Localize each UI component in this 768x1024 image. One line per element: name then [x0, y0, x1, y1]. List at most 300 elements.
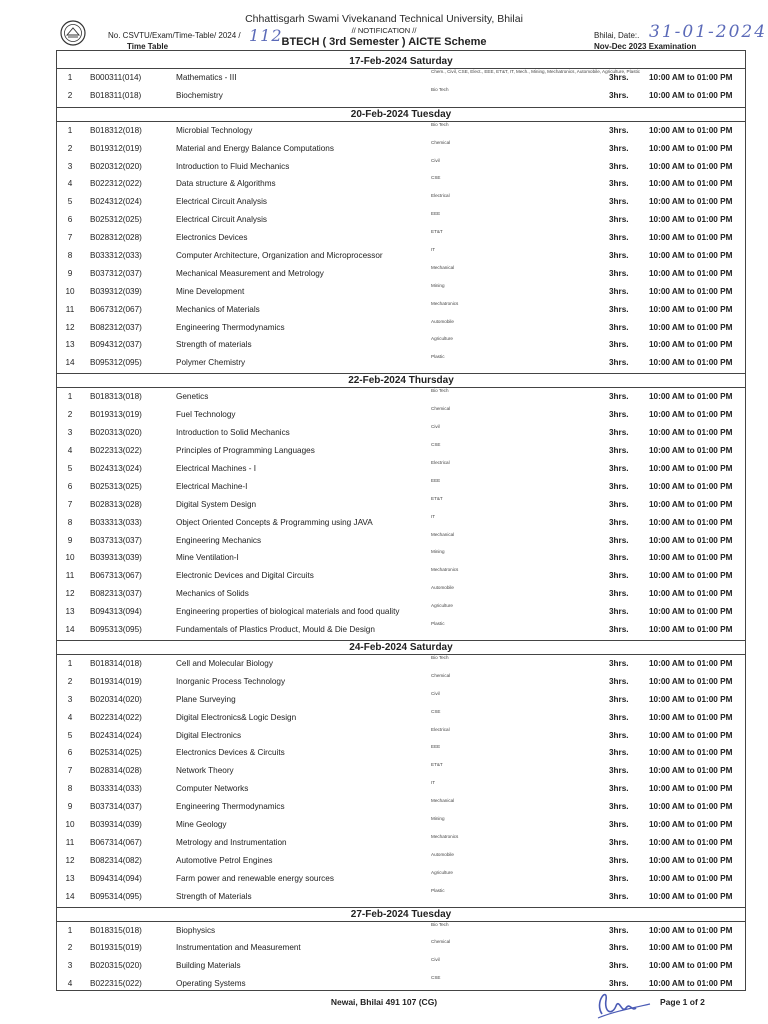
- subject-name: Electronics Devices: [176, 233, 248, 243]
- table-row: [57, 496, 745, 514]
- duration: 3hrs.: [609, 499, 629, 509]
- table-row: [57, 193, 745, 211]
- branch-name: Mining: [431, 816, 445, 822]
- duration: 3hrs.: [609, 73, 629, 82]
- duration: 3hrs.: [609, 125, 629, 135]
- subject-code: B019314(019): [90, 676, 142, 686]
- subject-code: B020315(020): [90, 961, 142, 971]
- subject-code: B028314(028): [90, 766, 142, 776]
- table-row: [57, 709, 745, 727]
- duration: 3hrs.: [609, 215, 629, 225]
- branch-name: Chem., Civil, CSE, Elect., EEE, ET&T, IT, Mech., Mining, Mechatronics, Automobile, Agriculture, Plastic: [431, 69, 641, 74]
- serial-number: 12: [65, 322, 75, 332]
- exam-time: 10:00 AM to 01:00 PM: [649, 358, 733, 368]
- subject-name: Mechanics of Materials: [176, 304, 260, 314]
- subject-code: B020314(020): [90, 694, 142, 704]
- exam-time: 10:00 AM to 01:00 PM: [649, 517, 733, 527]
- subject-code: B025314(025): [90, 748, 142, 758]
- serial-number: 3: [67, 961, 73, 971]
- exam-time: 10:00 AM to 01:00 PM: [649, 784, 733, 794]
- exam-time: 10:00 AM to 01:00 PM: [649, 161, 733, 171]
- exam-time: 10:00 AM to 01:00 PM: [649, 712, 733, 722]
- subject-name: Inorganic Process Technology: [176, 676, 286, 686]
- duration: 3hrs.: [609, 428, 629, 438]
- subject-code: B033312(033): [90, 251, 142, 261]
- subject-name: Electrical Machines - I: [176, 463, 257, 473]
- duration: 3hrs.: [609, 286, 629, 296]
- subject-name: Strength of materials: [176, 340, 252, 350]
- table-row: [57, 922, 745, 940]
- branch-name: CSE: [431, 975, 441, 981]
- exam-time: 10:00 AM to 01:00 PM: [649, 251, 733, 261]
- subject-name: Introduction to Fluid Mechanics: [176, 161, 290, 171]
- serial-number: 5: [67, 197, 73, 207]
- subject-code: B037314(037): [90, 802, 142, 812]
- subject-code: B028313(028): [90, 499, 142, 509]
- subject-name: Engineering Thermodynamics: [176, 802, 285, 812]
- subject-name: Digital System Design: [176, 499, 257, 509]
- branch-name: Mechanical: [431, 531, 455, 537]
- branch-name: Chemical: [431, 139, 451, 145]
- duration: 3hrs.: [609, 553, 629, 563]
- exam-date-heading: 22-Feb-2024 Thursday: [57, 374, 745, 388]
- exam-time: 10:00 AM to 01:00 PM: [649, 873, 733, 883]
- branch-name: Plastic: [431, 887, 445, 893]
- subject-code: B067314(067): [90, 837, 142, 847]
- exam-time: 10:00 AM to 01:00 PM: [649, 607, 733, 617]
- table-row: [57, 816, 745, 834]
- subject-name: Engineering Mechanics: [176, 535, 262, 545]
- notification-label: // NOTIFICATION //: [351, 26, 417, 35]
- subject-code: B067312(067): [90, 304, 142, 314]
- subject-name: Automotive Petrol Engines: [176, 855, 273, 865]
- serial-number: 9: [67, 802, 73, 812]
- exam-time: 10:00 AM to 01:00 PM: [649, 410, 733, 420]
- table-row: [57, 478, 745, 496]
- page-number: Page 1 of 2: [660, 997, 705, 1007]
- table-row: [57, 939, 745, 957]
- duration: 3hrs.: [609, 694, 629, 704]
- subject-code: B025313(025): [90, 481, 142, 491]
- duration: 3hrs.: [609, 766, 629, 776]
- exam-time: 10:00 AM to 01:00 PM: [649, 925, 733, 935]
- duration: 3hrs.: [609, 446, 629, 456]
- branch-name: IT: [431, 513, 436, 519]
- subject-code: B019315(019): [90, 943, 142, 953]
- duration: 3hrs.: [609, 607, 629, 617]
- duration: 3hrs.: [609, 358, 629, 368]
- exam-day-section: [57, 640, 745, 905]
- serial-number: 14: [65, 624, 75, 634]
- subject-name: Fuel Technology: [176, 410, 236, 420]
- subject-code: B022315(022): [90, 979, 142, 989]
- subject-code: B020312(020): [90, 161, 142, 171]
- exam-time: 10:00 AM to 01:00 PM: [649, 748, 733, 758]
- table-row: [57, 424, 745, 442]
- subject-code: B082312(037): [90, 322, 142, 332]
- subject-code: B020313(020): [90, 428, 142, 438]
- subject-code: B039312(039): [90, 286, 142, 296]
- subject-code: B082313(037): [90, 589, 142, 599]
- serial-number: 5: [67, 730, 73, 740]
- table-row: [57, 319, 745, 337]
- serial-number: 1: [67, 659, 73, 668]
- exam-time: 10:00 AM to 01:00 PM: [649, 499, 733, 509]
- subject-code: B028312(028): [90, 233, 142, 243]
- subject-name: Electrical Machine-I: [176, 481, 248, 491]
- serial-number: 14: [65, 891, 75, 901]
- exam-date-heading: 17-Feb-2024 Saturday: [57, 55, 745, 69]
- exam-time: 10:00 AM to 01:00 PM: [649, 979, 733, 989]
- subject-name: Biophysics: [176, 925, 216, 935]
- table-row: [57, 140, 745, 158]
- subject-name: Computer Networks: [176, 784, 249, 794]
- table-row: [57, 834, 745, 852]
- branch-name: Plastic: [431, 354, 445, 360]
- subject-name: Principles of Programming Languages: [176, 446, 315, 456]
- duration: 3hrs.: [609, 873, 629, 883]
- subject-name: Mine Ventilation-I: [176, 553, 239, 563]
- subject-code: B095313(095): [90, 624, 142, 634]
- subject-name: Microbial Technology: [176, 125, 253, 135]
- subject-code: B019312(019): [90, 143, 142, 153]
- duration: 3hrs.: [609, 855, 629, 865]
- exam-time: 10:00 AM to 01:00 PM: [649, 179, 733, 189]
- serial-number: 1: [67, 925, 73, 935]
- exam-time: 10:00 AM to 01:00 PM: [649, 90, 733, 100]
- exam-time: 10:00 AM to 01:00 PM: [649, 802, 733, 812]
- duration: 3hrs.: [609, 251, 629, 261]
- branch-name: Mining: [431, 282, 445, 288]
- document-title: BTECH ( 3rd Semester ) AICTE Scheme: [281, 36, 487, 48]
- subject-name: Introduction to Solid Mechanics: [176, 428, 290, 438]
- duration: 3hrs.: [609, 410, 629, 420]
- subject-name: Polymer Chemistry: [176, 358, 246, 368]
- table-row: [57, 442, 745, 460]
- serial-number: 1: [67, 73, 73, 82]
- branch-name: Electrical: [431, 459, 450, 465]
- exam-time: 10:00 AM to 01:00 PM: [649, 676, 733, 686]
- subject-name: Metrology and Instrumentation: [176, 837, 287, 847]
- serial-number: 13: [65, 607, 75, 617]
- signature-icon: [592, 978, 654, 1024]
- branch-name: Electrical: [431, 726, 450, 732]
- duration: 3hrs.: [609, 340, 629, 350]
- subject-code: B024313(024): [90, 463, 142, 473]
- table-row: [57, 957, 745, 975]
- subject-name: Object Oriented Concepts & Programming using JAVA: [176, 517, 373, 527]
- serial-number: 2: [67, 943, 73, 953]
- serial-number: 12: [65, 855, 75, 865]
- serial-number: 6: [67, 748, 73, 758]
- table-row: [57, 762, 745, 780]
- table-row: [57, 603, 745, 621]
- duration: 3hrs.: [609, 463, 629, 473]
- duration: 3hrs.: [609, 943, 629, 953]
- duration: 3hrs.: [609, 535, 629, 545]
- subject-name: Cell and Molecular Biology: [176, 659, 273, 668]
- subject-code: B033313(033): [90, 517, 142, 527]
- branch-name: Automobile: [431, 585, 454, 591]
- table-row: [57, 888, 745, 906]
- duration: 3hrs.: [609, 571, 629, 581]
- duration: 3hrs.: [609, 624, 629, 634]
- duration: 3hrs.: [609, 979, 629, 989]
- duration: 3hrs.: [609, 179, 629, 189]
- exam-time: 10:00 AM to 01:00 PM: [649, 215, 733, 225]
- exam-time: 10:00 AM to 01:00 PM: [649, 125, 733, 135]
- subject-name: Genetics: [176, 392, 209, 402]
- exam-time: 10:00 AM to 01:00 PM: [649, 659, 733, 668]
- serial-number: 7: [67, 766, 73, 776]
- subject-code: B018315(018): [90, 925, 142, 935]
- subject-code: B094314(094): [90, 873, 142, 883]
- branch-name: Agriculture: [431, 869, 453, 875]
- exam-time: 10:00 AM to 01:00 PM: [649, 891, 733, 901]
- subject-name: Building Materials: [176, 961, 241, 971]
- subject-name: Biochemistry: [176, 90, 223, 100]
- branch-name: ET&T: [431, 762, 443, 768]
- branch-name: EEE: [431, 211, 441, 217]
- date-label: Bhilai, Date:.: [594, 31, 640, 40]
- subject-code: B022314(022): [90, 712, 142, 722]
- duration: 3hrs.: [609, 90, 629, 100]
- duration: 3hrs.: [609, 784, 629, 794]
- branch-name: Bio Tech: [431, 121, 449, 127]
- branch-name: Mechatronics: [431, 300, 459, 306]
- table-row: [57, 175, 745, 193]
- exam-time: 10:00 AM to 01:00 PM: [649, 143, 733, 153]
- subject-name: Digital Electronics& Logic Design: [176, 712, 297, 722]
- table-row: [57, 780, 745, 798]
- serial-number: 3: [67, 161, 73, 171]
- duration: 3hrs.: [609, 961, 629, 971]
- exam-time: 10:00 AM to 01:00 PM: [649, 304, 733, 314]
- branch-name: IT: [431, 247, 436, 253]
- serial-number: 11: [65, 571, 75, 581]
- branch-name: Mechanical: [431, 798, 455, 804]
- exam-time: 10:00 AM to 01:00 PM: [649, 624, 733, 634]
- serial-number: 7: [67, 499, 73, 509]
- table-row: [57, 870, 745, 888]
- subject-code: B024314(024): [90, 730, 142, 740]
- table-row: [57, 621, 745, 639]
- duration: 3hrs.: [609, 268, 629, 278]
- branch-name: Chemical: [431, 406, 451, 412]
- duration: 3hrs.: [609, 161, 629, 171]
- table-row: [57, 336, 745, 354]
- subject-name: Electrical Circuit Analysis: [176, 197, 267, 207]
- branch-name: Chemical: [431, 939, 451, 945]
- branch-name: Bio Tech: [431, 86, 449, 92]
- exam-time: 10:00 AM to 01:00 PM: [649, 392, 733, 402]
- branch-name: Chemical: [431, 672, 451, 678]
- serial-number: 4: [67, 446, 73, 456]
- reference-number: No. CSVTU/Exam/Time-Table/ 2024 /: [108, 31, 241, 40]
- branch-name: Mining: [431, 549, 445, 555]
- branch-name: Automobile: [431, 851, 454, 857]
- table-row: [57, 585, 745, 603]
- serial-number: 9: [67, 535, 73, 545]
- branch-name: IT: [431, 780, 436, 786]
- exam-time: 10:00 AM to 01:00 PM: [649, 446, 733, 456]
- duration: 3hrs.: [609, 676, 629, 686]
- time-table-label: Time Table: [127, 42, 169, 51]
- subject-code: B033314(033): [90, 784, 142, 794]
- subject-name: Instrumentation and Measurement: [176, 943, 301, 953]
- branch-name: Mechatronics: [431, 567, 459, 573]
- duration: 3hrs.: [609, 802, 629, 812]
- duration: 3hrs.: [609, 322, 629, 332]
- exam-time: 10:00 AM to 01:00 PM: [649, 571, 733, 581]
- serial-number: 5: [67, 463, 73, 473]
- subject-code: B018311(018): [90, 90, 142, 100]
- table-row: [57, 69, 745, 87]
- table-row: [57, 247, 745, 265]
- exam-time: 10:00 AM to 01:00 PM: [649, 943, 733, 953]
- serial-number: 11: [65, 304, 75, 314]
- subject-name: Mine Geology: [176, 820, 227, 830]
- subject-name: Farm power and renewable energy sources: [176, 873, 334, 883]
- exam-time: 10:00 AM to 01:00 PM: [649, 694, 733, 704]
- subject-code: B037312(037): [90, 268, 142, 278]
- table-row: [57, 673, 745, 691]
- subject-name: Material and Energy Balance Computations: [176, 143, 334, 153]
- exam-time: 10:00 AM to 01:00 PM: [649, 268, 733, 278]
- duration: 3hrs.: [609, 748, 629, 758]
- serial-number: 13: [65, 340, 75, 350]
- subject-code: B082314(082): [90, 855, 142, 865]
- branch-name: Civil: [431, 424, 440, 430]
- table-row: [57, 460, 745, 478]
- subject-code: B095312(095): [90, 358, 142, 368]
- table-row: [57, 87, 745, 105]
- exam-date-heading: 20-Feb-2024 Tuesday: [57, 108, 745, 122]
- exam-day-section: [57, 107, 745, 372]
- exam-time: 10:00 AM to 01:00 PM: [649, 197, 733, 207]
- serial-number: 2: [67, 410, 73, 420]
- serial-number: 3: [67, 428, 73, 438]
- exam-time: 10:00 AM to 01:00 PM: [649, 322, 733, 332]
- subject-name: Mine Development: [176, 286, 245, 296]
- serial-number: 8: [67, 784, 73, 794]
- subject-name: Electrical Circuit Analysis: [176, 215, 267, 225]
- serial-number: 9: [67, 268, 73, 278]
- duration: 3hrs.: [609, 517, 629, 527]
- exam-time: 10:00 AM to 01:00 PM: [649, 961, 733, 971]
- exam-time: 10:00 AM to 01:00 PM: [649, 766, 733, 776]
- serial-number: 2: [67, 90, 73, 100]
- table-row: [57, 567, 745, 585]
- duration: 3hrs.: [609, 891, 629, 901]
- exam-time: 10:00 AM to 01:00 PM: [649, 428, 733, 438]
- table-row: [57, 744, 745, 762]
- branch-name: Bio Tech: [431, 388, 449, 394]
- subject-name: Strength of Materials: [176, 891, 252, 901]
- branch-name: EEE: [431, 477, 441, 483]
- subject-code: B018313(018): [90, 392, 142, 402]
- branch-name: Automobile: [431, 318, 454, 324]
- duration: 3hrs.: [609, 233, 629, 243]
- duration: 3hrs.: [609, 925, 629, 935]
- serial-number: 6: [67, 481, 73, 491]
- exam-time: 10:00 AM to 01:00 PM: [649, 286, 733, 296]
- table-row: [57, 354, 745, 372]
- exam-time: 10:00 AM to 01:00 PM: [649, 233, 733, 243]
- subject-name: Mechanical Measurement and Metrology: [176, 268, 324, 278]
- serial-number: 10: [65, 553, 75, 563]
- branch-name: EEE: [431, 744, 441, 750]
- subject-name: Electronics Devices & Circuits: [176, 748, 285, 758]
- table-row: [57, 406, 745, 424]
- subject-name: Network Theory: [176, 766, 234, 776]
- table-row: [57, 122, 745, 140]
- subject-name: Mechanics of Solids: [176, 589, 249, 599]
- serial-number: 3: [67, 694, 73, 704]
- duration: 3hrs.: [609, 481, 629, 491]
- exam-time: 10:00 AM to 01:00 PM: [649, 855, 733, 865]
- serial-number: 8: [67, 251, 73, 261]
- branch-name: Agriculture: [431, 336, 453, 342]
- serial-number: 2: [67, 143, 73, 153]
- table-row: [57, 691, 745, 709]
- branch-name: Agriculture: [431, 603, 453, 609]
- table-row: [57, 301, 745, 319]
- date-handwritten: 31-01-2024: [649, 22, 768, 42]
- serial-number: 7: [67, 233, 73, 243]
- serial-number: 10: [65, 286, 75, 296]
- serial-number: 13: [65, 873, 75, 883]
- subject-code: B018312(018): [90, 125, 142, 135]
- subject-code: B024312(024): [90, 197, 142, 207]
- branch-name: Bio Tech: [431, 655, 449, 660]
- subject-code: B095314(095): [90, 891, 142, 901]
- serial-number: 2: [67, 676, 73, 686]
- subject-name: Data structure & Algorithms: [176, 179, 276, 189]
- serial-number: 4: [67, 179, 73, 189]
- exam-date-heading: 24-Feb-2024 Saturday: [57, 641, 745, 655]
- branch-name: Civil: [431, 157, 440, 163]
- branch-name: Civil: [431, 690, 440, 696]
- duration: 3hrs.: [609, 143, 629, 153]
- duration: 3hrs.: [609, 730, 629, 740]
- exam-day-section: [57, 55, 745, 105]
- subject-code: B025312(025): [90, 215, 142, 225]
- duration: 3hrs.: [609, 712, 629, 722]
- duration: 3hrs.: [609, 304, 629, 314]
- serial-number: 6: [67, 215, 73, 225]
- serial-number: 1: [67, 392, 73, 402]
- table-row: [57, 229, 745, 247]
- subject-code: B039314(039): [90, 820, 142, 830]
- subject-name: Operating Systems: [176, 979, 246, 989]
- subject-code: B039313(039): [90, 553, 142, 563]
- exam-day-section: [57, 373, 745, 638]
- branch-name: Electrical: [431, 193, 450, 199]
- exam-time: 10:00 AM to 01:00 PM: [649, 535, 733, 545]
- duration: 3hrs.: [609, 659, 629, 668]
- branch-name: Bio Tech: [431, 921, 449, 927]
- table-row: [57, 655, 745, 673]
- exam-time: 10:00 AM to 01:00 PM: [649, 730, 733, 740]
- serial-number: 4: [67, 712, 73, 722]
- serial-number: 1: [67, 125, 73, 135]
- serial-number: 12: [65, 589, 75, 599]
- subject-name: Engineering Thermodynamics: [176, 322, 285, 332]
- serial-number: 14: [65, 358, 75, 368]
- branch-name: CSE: [431, 175, 441, 181]
- reference-handwritten: 112: [249, 26, 283, 45]
